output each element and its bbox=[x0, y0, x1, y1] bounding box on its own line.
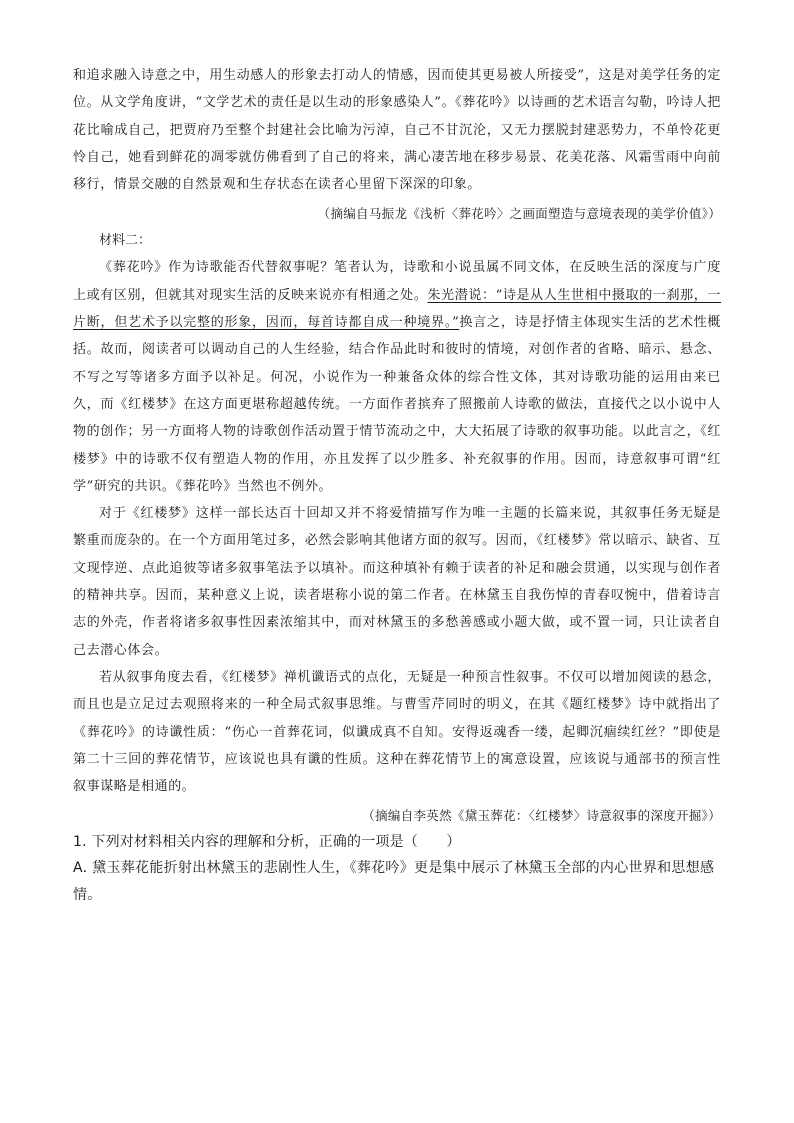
material-two-paragraph-3: 若从叙事角度去看，《红楼梦》禅机谶语式的点化，无疑是一种预言性叙事。不仅可以增加阅读的悬念，而且也是立足过去观照将来的一种全局式叙事思维。与曹雪芹同时的明义，在其《题红楼梦》诗中就指出了《葬花吟》的诗谶性质：“伤心一首葬花词，似谶成真不自知。安得返魂香一缕，起卿沉痼续红丝？”即使是第二十三回的葬花情节，应该说也具有谶的性质。这种在葬花情节上的寓意设置，应该说与通部书的预言性叙事谋略是相通的。 bbox=[73, 669, 721, 795]
paragraph-text: 换言之，诗是抒情主体现实生活的艺术性概括。故而，阅读者可以调动自己的人生经验，结合作品此时和彼时的情境，对创作者的省略、暗示、悬念、不写之写等诸多方面予以补足。何况，小说作为一种兼备众体的综合性文体，其对诗歌功能的运用由来已久，而《红楼梦》在这方面更堪称超越传统。一方面作者摈弃了照搬前人诗歌的做法，直接代之以小说中人物的创作；另一方面将人物的诗歌创作活动置于情节流动之中，大大拓展了诗歌的叙事功能。以此言之，《红楼梦》中的诗歌不仅有塑造人物的作用，亦且发挥了以少胜多、补充叙事的作用。因而，诗意叙事可谓“红学”研究的共识。《葬花吟》当然也不例外。 bbox=[73, 315, 721, 494]
paragraph-text: 《葬花吟》作为诗歌能否代替叙事呢？笔者认为，诗歌和小说虽属不同文体，在反映生活的深度与广度上或有区别，但就其对现实生活的反映来说亦有相通之处。 bbox=[73, 260, 721, 303]
document-page bbox=[73, 62, 721, 909]
material-one-source: （摘编自马振龙《浅析〈葬花吟〉之画面塑造与意境表现的美学价值》） bbox=[317, 206, 721, 222]
material-two-paragraph-1 bbox=[73, 254, 721, 500]
material-one-paragraph: 和追求融入诗意之中，用生动感人的形象去打动人的情感，因而使其更易被人所接受”，这是对美学任务的定位。从文学角度讲，“文学艺术的责任是以生动的形象感染人”。《葬花吟》以诗画的艺术语言勾勒，吟诗人把花比喻成自己，把贾府乃至整个封建社会比喻为污淖，自己不甘沉沦，又无力摆脱封建恶势力，不单怜花更怜自己，她看到鲜花的凋零就仿佛看到了自己的将来，满心凄苦地在移步易景、花美花落、风霜雪雨中向前移行，情景交融的自然景观和生存状态在读者心里留下深深的印象。 bbox=[73, 68, 721, 193]
underlined-quote: 朱光潜说：“诗是从人生世相中摄取的一刹那，一片断，但艺术予以完整的形象，因而，每首诗都自成一种境界。” bbox=[73, 287, 721, 331]
material-two-source: （摘编自李英然《黛玉葬花：〈红楼梦〉诗意叙事的深度开掘》） bbox=[362, 808, 721, 824]
question-stem: 1. 下列对材料相关内容的理解和分析，正确的一项是（ ） bbox=[73, 834, 461, 851]
material-two-paragraph-2: 对于《红楼梦》这样一部长达百十回却又并不将爱情描写作为唯一主题的长篇来说，其叙事任务无疑是繁重而庞杂的。在一个方面用笔过多，必然会影响其他诸方面的叙写。因而，《红楼梦》常以暗示、缺省、互文现悖逆、点此追彼等诸多叙事笔法予以填补。而这种填补有赖于读者的补足和融会贯通，以实现与创作者的精神共享。因而，某种意义上说，读者堪称小说的第二作者。在林黛玉自我伤悼的青春叹惋中，借着诗言志的外壳，作者将诸多叙事性因素浓缩其中，而对林黛玉的多愁善感或小题大做，或不置一词，只让读者自己去潜心体会。 bbox=[73, 506, 721, 658]
material-two-label: 材料二： bbox=[99, 233, 152, 249]
question-option-a: A. 黛玉葬花能折射出林黛玉的悲剧性人生，《葬花吟》更是集中展示了林黛玉全部的内心世界和思想感情。 bbox=[73, 860, 715, 904]
